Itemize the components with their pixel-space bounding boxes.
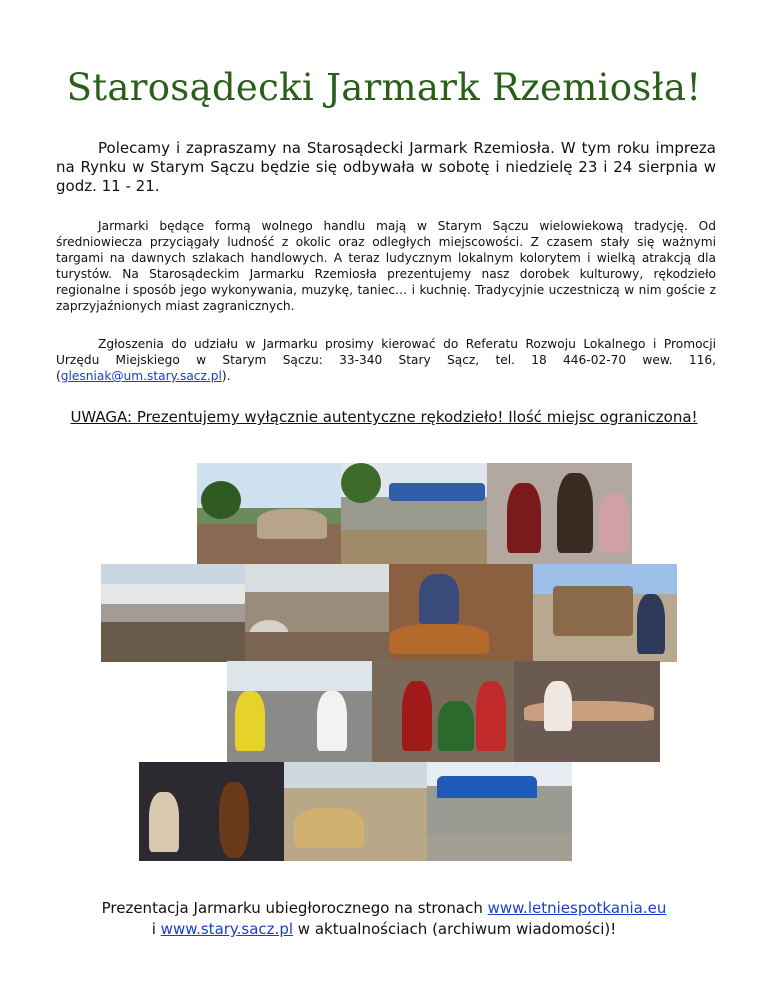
page-title: Starosądecki Jarmark Rzemiosła!	[66, 66, 702, 109]
registration-paragraph	[56, 336, 716, 384]
fair-photo	[389, 564, 533, 662]
registration-text: Zgłoszenia do udziału w Jarmarku prosimy kierować do Referatu Rozwoju Lokalnego i Promocji Urzędu Miejskiego w Starym Sączu: 33-340 Stary Sącz, tel. 18 446-02-70 wew. 116, (	[56, 337, 716, 383]
fair-photo	[427, 762, 572, 861]
footer-prefix: i	[151, 920, 161, 938]
registration-text-end: ).	[221, 369, 231, 383]
history-paragraph: Jarmarki będące formą wolnego handlu mają w Starym Sączu wielowiekową tradycję. Od średniowiecza przyciągały ludność z okolic oraz odległych miejscowości. Z czasem stały się ważnymi targami na dawnych szlakach handlowych. A teraz ludycznym lokalnym kolorytem i wielką atrakcją dla turystów. Na Starosądeckim Jarmarku Rzemiosła prezentujemy nasz dorobek kulturowy, rękodzieło regionalne i sposób jego wykonywania, muzykę, taniec… i kuchnię. Tradycyjnie uczestniczą w nim goście z zaprzyjaźnionych miast zagranicznych.	[56, 219, 716, 313]
fair-photo	[227, 661, 372, 762]
fair-photo	[487, 463, 632, 564]
fair-photo	[139, 762, 284, 861]
lead-paragraph: Polecamy i zapraszamy na Starosądecki Jarmark Rzemiosła. W tym roku impreza na Rynku w Starym Sączu będzie się odbywała w sobotę i niedzielę 23 i 24 sierpnia w godz. 11 - 21.	[56, 139, 716, 195]
stary-sacz-link[interactable]: www.stary.sacz.pl	[160, 920, 294, 938]
fair-photo	[341, 463, 487, 564]
footer-note	[0, 898, 768, 940]
warning-notice: UWAGA: Prezentujemy wyłącznie autentyczne rękodzieło! Ilość miejsc ograniczona!	[70, 408, 698, 426]
email-link[interactable]: glesniak@um.stary.sacz.pl	[60, 369, 222, 383]
fair-photo	[514, 661, 660, 762]
fair-photo	[101, 564, 245, 662]
fair-photo	[245, 564, 389, 662]
fair-photo	[533, 564, 677, 662]
footer-text-end: w aktualnościach (archiwum wiadomości)!	[293, 920, 617, 938]
fair-photo	[197, 463, 341, 564]
fair-photo	[284, 762, 427, 861]
fair-photo	[372, 661, 514, 762]
letniespotkania-link[interactable]: www.letniespotkania.eu	[487, 899, 667, 917]
footer-text: Prezentacja Jarmarku ubiegłorocznego na stronach	[101, 899, 488, 917]
